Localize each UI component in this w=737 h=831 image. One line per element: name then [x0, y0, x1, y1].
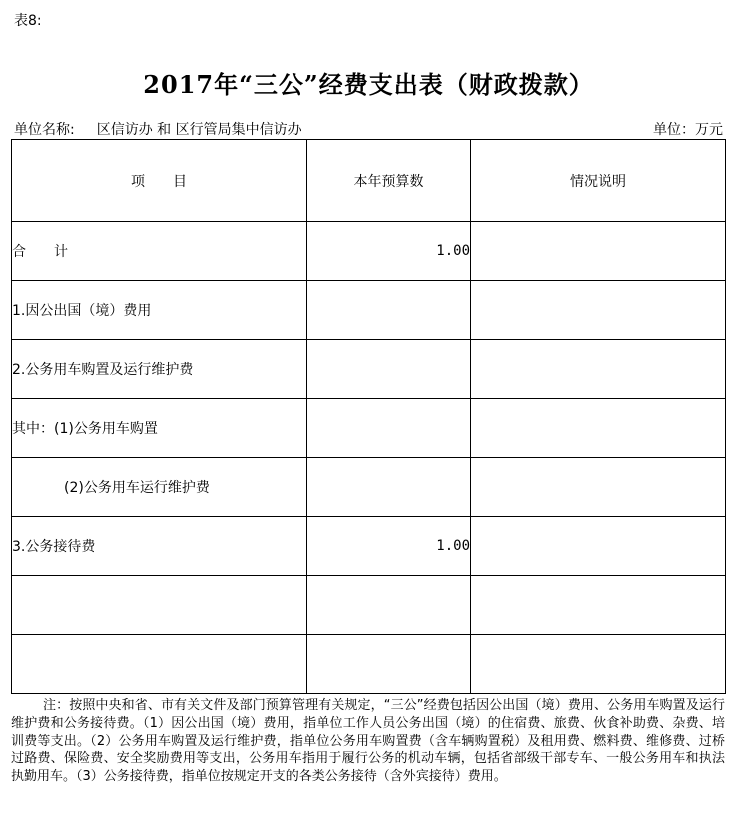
row-amount: 1.00	[307, 222, 471, 281]
table-number-label: 表8:	[14, 13, 42, 29]
currency-unit-label: 单位：万元	[653, 122, 723, 138]
unit-name-row	[14, 119, 302, 139]
row-note	[471, 340, 726, 399]
row-note	[471, 399, 726, 458]
document-title: 2017年“三公”经费支出表（财政拨款）	[143, 70, 594, 99]
row-amount: 1.00	[307, 517, 471, 576]
table-row	[12, 458, 726, 517]
row-item: 3.公务接待费	[12, 517, 307, 576]
row-note	[471, 576, 726, 635]
row-amount	[307, 399, 471, 458]
row-item	[12, 635, 307, 694]
table-header-row	[12, 140, 726, 222]
unit-name-value: 区信访办 和 区行管局集中信访办	[96, 122, 302, 138]
footnote: 注：按照中央和省、市有关文件及部门预算管理有关规定，“三公”经费包括因公出国（境）费用、公务用车购置及运行维护费和公务接待费。（1）因公出国（境）费用，指单位工作人员公务出国（境）的住宿费、旅费、伙食补助费、杂费、培训费等支出。（2）公务用车购置及运行维护费，指单位公务用车购置费（含车辆购置税）及租用费、燃料费、维修费、过桥过路费、保险费、安全奖励费用等支出，公务用车指用于履行公务的机动车辆，包括省部级干部专车、一般公务用车和执法执勤用车。（3）公务接待费，指单位按规定开支的各类公务接待（含外宾接待）费用。	[11, 698, 725, 785]
row-item: (2)公务用车运行维护费	[12, 458, 307, 517]
row-amount	[307, 340, 471, 399]
table-row	[12, 517, 726, 576]
header-budget: 本年预算数	[307, 140, 471, 222]
row-item: 1.因公出国（境）费用	[12, 281, 307, 340]
table-row	[12, 399, 726, 458]
row-item: 合 计	[12, 222, 307, 281]
table-row	[12, 635, 726, 694]
table-row	[12, 576, 726, 635]
row-item	[12, 576, 307, 635]
row-amount	[307, 576, 471, 635]
table-row	[12, 340, 726, 399]
row-note	[471, 281, 726, 340]
row-note	[471, 635, 726, 694]
expense-table	[11, 139, 726, 694]
row-note	[471, 517, 726, 576]
row-amount	[307, 281, 471, 340]
table-row	[12, 222, 726, 281]
row-amount	[307, 458, 471, 517]
header-notes: 情况说明	[471, 140, 726, 222]
header-item: 项 目	[12, 140, 307, 222]
table-row	[12, 281, 726, 340]
row-item: 其中：(1)公务用车购置	[12, 399, 307, 458]
row-note	[471, 222, 726, 281]
row-note	[471, 458, 726, 517]
row-item: 2.公务用车购置及运行维护费	[12, 340, 307, 399]
unit-name-label: 单位名称:	[14, 122, 75, 138]
row-amount	[307, 635, 471, 694]
